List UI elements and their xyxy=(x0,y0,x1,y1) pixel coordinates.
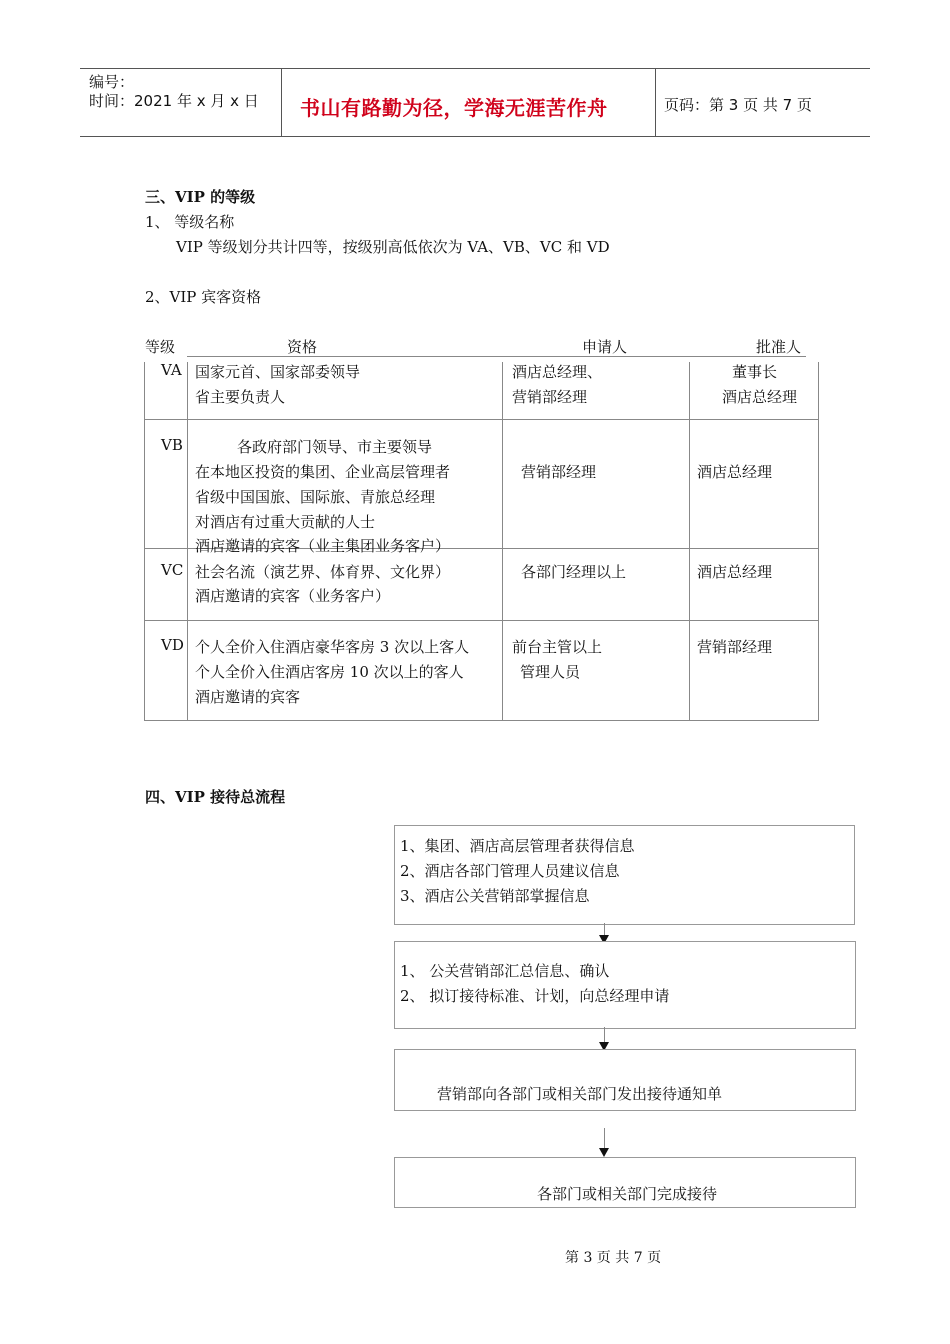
flow-arrow-line xyxy=(604,1027,605,1042)
table-cell-applicant: 管理人员 xyxy=(520,663,581,681)
table-cell-applicant: 酒店总经理、 xyxy=(512,363,603,381)
flow-step-2-line: 2、 拟订接待标准、计划，向总经理申请 xyxy=(400,987,670,1005)
table-cell-approver: 营销部经理 xyxy=(697,638,773,656)
table-row-line xyxy=(144,419,819,420)
table-cell-qualification: 个人全价入住酒店豪华客房 3 次以上客人 xyxy=(195,638,470,656)
section3-item1-title: 1、 等级名称 xyxy=(145,213,235,231)
table-cell-qualification: 社会名流（演艺界、体育界、文化界） xyxy=(195,563,451,581)
header-bottom-border xyxy=(80,136,870,137)
table-header-applicant: 申请人 xyxy=(582,338,628,356)
table-cell-qualification: 在本地区投资的集团、企业高层管理者 xyxy=(195,463,451,481)
section3-title: 三、VIP 的等级 xyxy=(145,188,256,206)
table-row-line xyxy=(144,620,819,621)
table-cell-qualification: 酒店邀请的宾客 xyxy=(195,688,301,706)
table-col-line xyxy=(144,362,145,720)
flow-step-1-line: 2、酒店各部门管理人员建议信息 xyxy=(400,862,620,880)
table-cell-qualification: 个人全价入住酒店客房 10 次以上的客人 xyxy=(195,663,464,681)
section4-title: 四、VIP 接待总流程 xyxy=(145,788,286,806)
flow-step-1-line: 1、集团、酒店高层管理者获得信息 xyxy=(400,837,635,855)
flow-step-1-line: 3、酒店公关营销部掌握信息 xyxy=(400,887,590,905)
header-divider-1 xyxy=(281,68,282,136)
table-cell-approver: 董事长 xyxy=(732,363,778,381)
table-col-line xyxy=(818,362,819,720)
table-col-line xyxy=(689,362,690,720)
down-arrow-icon xyxy=(599,1148,609,1157)
header-top-border xyxy=(80,68,870,69)
header-divider-2 xyxy=(655,68,656,136)
header-number-label: 编号： xyxy=(89,73,135,91)
table-col-line xyxy=(502,362,503,720)
table-cell-applicant: 营销部经理 xyxy=(512,388,588,406)
flow-step-2-line: 1、 公关营销部汇总信息、确认 xyxy=(400,962,610,980)
section3-item1-body: VIP 等级划分共计四等，按级别高低依次为 VA、VB、VC 和 VD xyxy=(176,238,610,256)
flow-arrow-line xyxy=(604,1128,605,1148)
table-bottom-line xyxy=(144,720,819,721)
flow-arrow-line xyxy=(604,923,605,935)
flow-step-4-text: 各部门或相关部门完成接待 xyxy=(537,1185,718,1203)
table-cell-qualification: 酒店邀请的宾客（业主集团业务客户） xyxy=(195,537,451,555)
table-header-line xyxy=(187,356,806,357)
table-cell-grade: VC xyxy=(161,561,184,579)
table-cell-approver: 酒店总经理 xyxy=(697,463,773,481)
table-cell-grade: VB xyxy=(161,436,183,454)
table-cell-applicant: 前台主管以上 xyxy=(512,638,603,656)
table-cell-applicant: 各部门经理以上 xyxy=(521,563,627,581)
table-cell-grade: VD xyxy=(161,636,184,654)
table-cell-approver: 酒店总经理 xyxy=(697,563,773,581)
section3-item2-title: 2、VIP 宾客资格 xyxy=(145,288,262,306)
footer-page-number: 第 3 页 共 7 页 xyxy=(565,1250,662,1266)
table-cell-grade: VA xyxy=(161,361,182,379)
table-col-line xyxy=(187,362,188,720)
table-cell-applicant: 营销部经理 xyxy=(521,463,597,481)
header-motto: 书山有路勤为径，学海无涯苦作舟 xyxy=(300,96,608,120)
header-time-label: 时间：2021 年 x 月 x 日 xyxy=(89,92,259,110)
table-cell-qualification: 省主要负责人 xyxy=(195,388,286,406)
flow-step-3-text: 营销部向各部门或相关部门发出接待通知单 xyxy=(437,1085,723,1103)
table-cell-approver: 酒店总经理 xyxy=(722,388,798,406)
table-header-approver: 批准人 xyxy=(756,338,802,356)
table-header-grade: 等级 xyxy=(145,338,176,356)
table-cell-qualification: 对酒店有过重大贡献的人士 xyxy=(195,513,376,531)
table-cell-qualification: 省级中国国旅、国际旅、青旅总经理 xyxy=(195,488,436,506)
table-cell-qualification: 酒店邀请的宾客（业务客户） xyxy=(195,587,391,605)
table-header-qualification: 资格 xyxy=(287,338,318,356)
header-page-label: 页码：第 3 页 共 7 页 xyxy=(664,96,812,114)
table-cell-qualification: 各政府部门领导、市主要领导 xyxy=(237,438,433,456)
table-cell-qualification: 国家元首、国家部委领导 xyxy=(195,363,361,381)
